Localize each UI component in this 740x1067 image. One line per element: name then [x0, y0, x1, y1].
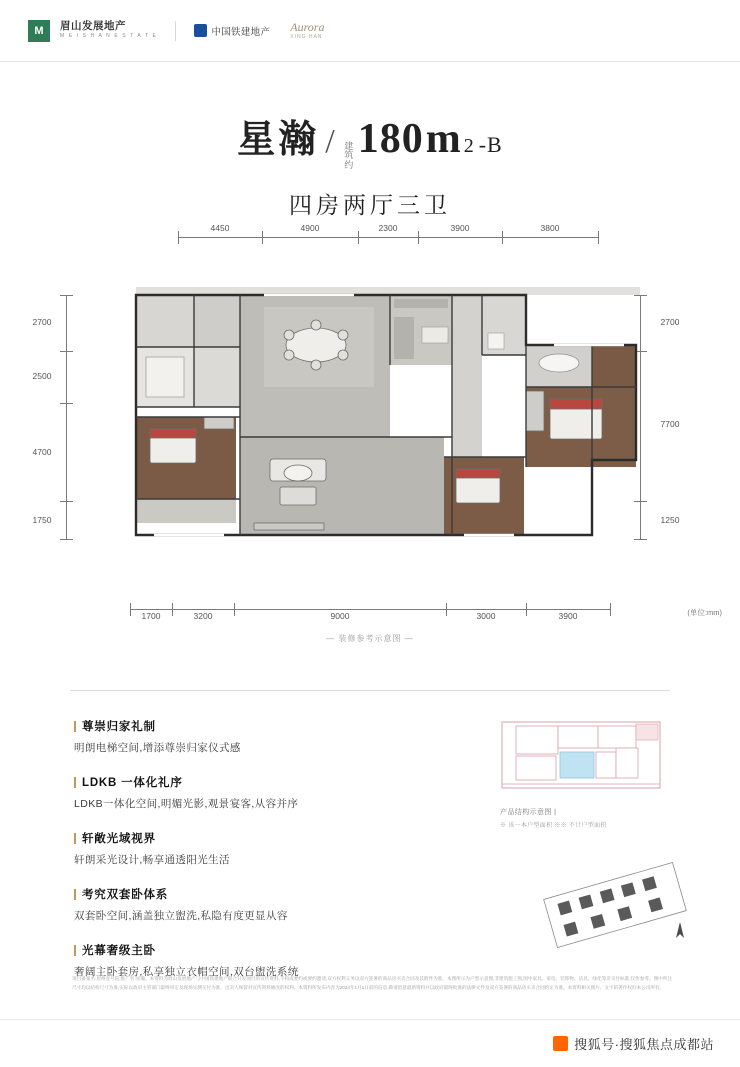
floor-plan-drawing — [84, 287, 640, 577]
dim-top-2: 2300 — [378, 223, 398, 233]
mini-plan-caption-2: ※ 该一本户型面积 ※※ 不计户型面积 — [500, 823, 607, 829]
dim-top-4: 3800 — [540, 223, 560, 233]
unit-subtitle: 四房两厅三卫 — [289, 193, 451, 219]
feature-5-head — [74, 942, 474, 958]
page-title — [0, 108, 740, 220]
accent-bar-icon — [74, 833, 76, 844]
accent-bar-icon — [74, 721, 76, 732]
dim-bottom-0: 1700 — [141, 611, 161, 621]
mini-plan-block — [500, 718, 670, 829]
dim-left-3: 1750 — [32, 515, 52, 525]
dim-top-3: 3900 — [450, 223, 470, 233]
dim-bottom-4: 3900 — [558, 611, 578, 621]
dim-left-2: 4700 — [32, 447, 52, 457]
floor-plan-svg — [84, 287, 640, 577]
crcc-logo-icon — [194, 24, 207, 37]
brand-secondary-name: 中国铁建地产 — [211, 26, 271, 38]
unit-type-suffix: -B — [478, 132, 503, 157]
title-separator: / — [325, 123, 336, 160]
feature-2-head — [74, 774, 474, 790]
mini-plan-caption: 产品结构示意图 | — [500, 809, 557, 816]
legal-disclaimer: 项目备案名:眉州壹号院;推广名:星瀚。本资料为眉山发展地产与中国铁建地产联合开发项目的宣传资料,不构成要约或要约邀请,双方权利义务以双方签署的商品房买卖合同及其附件为准。本图所示为户型示意图,非建筑施工图,图中家具、家电、装饰物、洁具、绿化等非交付标准,仅作参考。图中所注尺寸均以结构尺寸为准,实际以政府主管部门最终审定及现场实测交付为准。出卖人保留对宣传资料修改的权利。本资料所发布内容为2024年1月1日前的信息,敬请留意最新资料并以政府最终批准的法律文件及双方签署的商品房买卖合同约定为准。本资料相关图片、文字的著作权归本公司所有。 — [72, 976, 672, 990]
feature-3-body: 轩朗采光设计,畅享通透阳光生活 — [74, 854, 230, 866]
mini-plan-svg — [500, 718, 662, 800]
dim-top-1: 4900 — [300, 223, 320, 233]
feature-4-body: 双套卧空间,涵盖独立盥洗,私隐有度更显从容 — [74, 910, 288, 922]
page-footer — [0, 1019, 740, 1067]
accent-bar-icon — [74, 777, 76, 788]
feature-item-2 — [74, 774, 474, 811]
dim-bottom-3: 3000 — [476, 611, 496, 621]
area-unit: m — [425, 116, 462, 162]
feature-item-4 — [74, 886, 474, 923]
dim-bottom-1: 3200 — [193, 611, 213, 621]
footer-label: 搜狐号·搜狐焦点成都站 — [574, 1037, 714, 1052]
dim-top-0: 4450 — [210, 223, 230, 233]
mountain-logo-icon: M — [28, 20, 50, 42]
area-unit-superscript: 2 — [463, 135, 475, 157]
unit-name: 星瀚 — [237, 119, 320, 161]
dimension-bar-bottom — [130, 603, 610, 625]
area-prefix-label: 建筑约 — [344, 141, 354, 170]
north-arrow-icon — [676, 922, 684, 938]
feature-1-title: 尊崇归家礼制 — [82, 721, 156, 733]
feature-5-title: 光幕奢级主卧 — [82, 945, 156, 957]
feature-1-body: 明朗电梯空间,增添尊崇归家仪式感 — [74, 742, 241, 754]
brand-secondary — [194, 24, 270, 38]
feature-item-3 — [74, 830, 474, 867]
site-plan-svg — [530, 860, 700, 950]
logo-divider — [175, 21, 176, 41]
floor-plan-section — [0, 215, 740, 645]
dimension-bar-top — [178, 223, 598, 249]
dim-right-1: 7700 — [660, 419, 680, 429]
feature-item-5 — [74, 942, 474, 979]
brand-primary-sub: M E I S H A N E S T A T E — [60, 33, 158, 40]
dimension-bar-right — [630, 295, 700, 585]
plan-caption: — 装修参考示意图 — — [326, 634, 414, 643]
page-header — [0, 0, 740, 62]
feature-1-head — [74, 718, 474, 734]
dim-left-1: 2500 — [32, 371, 52, 381]
dim-left-0: 2700 — [32, 317, 52, 327]
plan-unit-note: (单位:mm) — [687, 608, 722, 617]
section-divider — [70, 690, 670, 691]
feature-2-title: LDKB 一体化礼序 — [82, 777, 183, 789]
feature-2-body: LDKB一体化空间,明媚光影,观景宴客,从容并序 — [74, 798, 299, 810]
feature-3-title: 轩敞光域视界 — [82, 833, 156, 845]
title-main-row — [0, 108, 740, 173]
mini-plan-diagram — [500, 718, 662, 800]
brand-project — [290, 21, 324, 40]
logo-group — [0, 20, 324, 42]
brand-primary — [60, 21, 157, 39]
brand-project-name: Aurora — [290, 20, 325, 34]
feature-list — [74, 718, 474, 998]
dim-bottom-2: 9000 — [330, 611, 350, 621]
site-plan-diagram — [530, 860, 700, 950]
accent-bar-icon — [74, 945, 76, 956]
area-number: 180 — [357, 116, 424, 162]
feature-item-1 — [74, 718, 474, 755]
accent-bar-icon — [74, 889, 76, 900]
feature-4-head — [74, 886, 474, 902]
feature-3-head — [74, 830, 474, 846]
brand-primary-name: 眉山发展地产 — [60, 20, 126, 33]
brand-project-sub: XING HAN — [290, 34, 323, 40]
feature-5-body: 奢阔主卧套房,私享独立衣帽空间,双台盥洗系统 — [74, 966, 299, 978]
dimension-bar-left — [22, 295, 82, 585]
dim-right-2: 1250 — [660, 515, 680, 525]
dim-right-0: 2700 — [660, 317, 680, 327]
feature-4-title: 考究双套卧体系 — [82, 889, 169, 901]
sohu-logo-icon — [553, 1036, 568, 1051]
